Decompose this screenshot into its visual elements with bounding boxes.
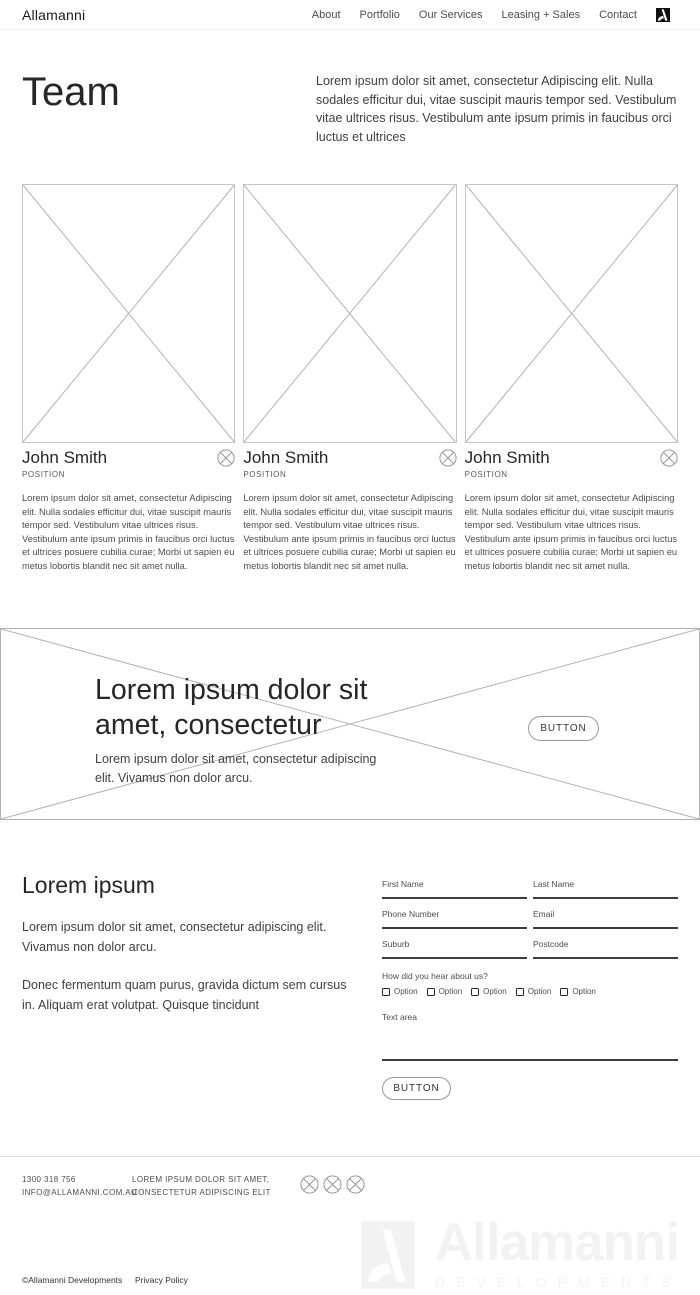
- member-social-icon[interactable]: [217, 449, 235, 467]
- postcode-input[interactable]: [533, 957, 678, 959]
- option-checkbox-4[interactable]: Option: [516, 987, 552, 996]
- option-checkbox-2[interactable]: Option: [427, 987, 463, 996]
- first-name-label: First Name: [382, 879, 424, 889]
- contact-form: [382, 872, 678, 1100]
- footer-social-icons: [300, 1175, 365, 1194]
- logo-text[interactable]: Allamanni: [22, 6, 86, 23]
- banner-button[interactable]: BUTTON: [528, 716, 599, 741]
- member-social-icon[interactable]: [660, 449, 678, 467]
- team-card: [243, 184, 456, 573]
- field-email: [533, 909, 678, 929]
- allamanni-mark-icon[interactable]: [656, 8, 670, 22]
- contact-heading: Lorem ipsum: [22, 872, 155, 898]
- member-bio: Lorem ipsum dolor sit amet, consectetur Adipiscing elit. Nulla sodales efficitur dui, vitae suscipit mauris tempor sed. Vestibulum vitae ultrices risus. Vestibulum ante ipsum primis in faucibus orci luctus et ultrices posuere cubilia curae; Morbi ut sapien eu metus lobortis blandit nec sit amet nulla.: [464, 493, 678, 571]
- checkbox-icon: [560, 988, 568, 996]
- header: [0, 0, 700, 30]
- hear-about-options: [382, 987, 678, 996]
- image-placeholder: [465, 184, 678, 443]
- checkbox-icon: [382, 988, 390, 996]
- nav-contact[interactable]: Contact: [599, 8, 637, 21]
- last-name-label: Last Name: [533, 879, 575, 889]
- image-placeholder: [243, 184, 456, 443]
- banner-heading: Lorem ipsum dolor sit amet, consectetur: [95, 674, 368, 741]
- team-cards: [22, 184, 678, 573]
- cta-banner: [0, 628, 700, 820]
- checkbox-icon: [427, 988, 435, 996]
- member-position: POSITION: [243, 470, 287, 479]
- form-submit-button[interactable]: BUTTON: [382, 1077, 451, 1100]
- team-card: [465, 184, 678, 573]
- social-circle-x-icon[interactable]: [300, 1175, 319, 1194]
- nav-portfolio[interactable]: Portfolio: [359, 8, 400, 21]
- phone-number-label: Phone Number: [382, 909, 440, 919]
- member-name: John Smith: [464, 448, 550, 467]
- text-area-input[interactable]: [382, 1059, 678, 1061]
- placeholder-x-icon: [466, 185, 677, 442]
- member-bio: Lorem ipsum dolor sit amet, consectetur Adipiscing elit. Nulla sodales efficitur dui, vitae suscipit mauris tempor sed. Vestibulum vitae ultrices risus. Vestibulum ante ipsum primis in faucibus orci luctus et ultrices posuere cubilia curae; Morbi ut sapien eu metus lobortis blandit nec sit amet nulla.: [243, 493, 456, 571]
- first-name-input[interactable]: [382, 897, 527, 899]
- nav-our-services[interactable]: Our Services: [418, 8, 483, 21]
- footer-contact-info: [22, 1173, 137, 1199]
- option-checkbox-5[interactable]: Option: [560, 987, 596, 996]
- main-nav: [312, 8, 670, 22]
- team-card: [22, 184, 235, 573]
- phone-number-input[interactable]: [382, 927, 527, 929]
- member-name: John Smith: [22, 448, 108, 467]
- field-postcode: [533, 939, 678, 959]
- footer-phone: 1300 318 756: [22, 1175, 76, 1184]
- member-social-icon[interactable]: [439, 449, 457, 467]
- watermark-name: Allamanni: [434, 1213, 680, 1272]
- checkbox-icon: [471, 988, 479, 996]
- member-name: John Smith: [243, 448, 329, 467]
- email-label: Email: [533, 909, 555, 919]
- nav-about[interactable]: About: [311, 8, 341, 21]
- placeholder-x-icon: [23, 185, 234, 442]
- footer-watermark-logo: [361, 1213, 682, 1290]
- footer-tagline: LOREM IPSUM DOLOR SIT AMET, CONSECTETUR ADIPISCING ELIT: [132, 1175, 271, 1197]
- page-title: Team: [22, 70, 120, 114]
- hear-about-label: How did you hear about us?: [382, 971, 488, 981]
- footer-copyright: ©Allamanni Developments: [22, 1275, 123, 1285]
- team-section: [22, 70, 678, 573]
- member-bio: Lorem ipsum dolor sit amet, consectetur Adipiscing elit. Nulla sodales efficitur dui, vitae suscipit mauris tempor sed. Vestibulum vitae ultrices risus. Vestibulum ante ipsum primis in faucibus orci luctus et ultrices posuere cubilia curae; Morbi ut sapien eu metus lobortis blandit nec sit amet nulla.: [22, 493, 235, 571]
- team-intro-text: Lorem ipsum dolor sit amet, consectetur Adipiscing elit. Nulla sodales efficitur dui, vitae suscipit mauris tempor sed. Vestibulum vitae ultrices risus. Vestibulum ante ipsum primis in faucibus orci luctus et ultrices: [316, 74, 677, 144]
- footer: [0, 1156, 700, 1295]
- footer-privacy-link[interactable]: Privacy Policy: [135, 1275, 188, 1285]
- field-suburb: [382, 939, 527, 959]
- checkbox-icon: [516, 988, 524, 996]
- postcode-label: Postcode: [533, 939, 569, 949]
- nav-leasing-sales[interactable]: Leasing + Sales: [501, 8, 581, 21]
- contact-section: [22, 872, 678, 1100]
- banner-text: Lorem ipsum dolor sit amet, consectetur adipiscing elit. Vivamus non dolor arcu.: [95, 752, 377, 785]
- option-checkbox-3[interactable]: Option: [471, 987, 507, 996]
- last-name-input[interactable]: [533, 897, 678, 899]
- contact-paragraph-2: Donec fermentum quam purus, gravida dictum sem cursus in. Aliquam erat volutpat. Quisque tincidunt: [22, 978, 347, 1012]
- text-area-label: Text area: [382, 1012, 417, 1022]
- option-checkbox-1[interactable]: Option: [382, 987, 418, 996]
- member-position: POSITION: [464, 470, 508, 479]
- watermark-subtitle: DEVELOPMENTS: [434, 1274, 682, 1290]
- field-text-area: [382, 1012, 678, 1061]
- social-circle-x-icon[interactable]: [346, 1175, 365, 1194]
- email-input[interactable]: [533, 927, 678, 929]
- suburb-label: Suburb: [382, 939, 410, 949]
- suburb-input[interactable]: [382, 957, 527, 959]
- contact-paragraph-1: Lorem ipsum dolor sit amet, consectetur adipiscing elit. Vivamus non dolor arcu.: [22, 920, 327, 954]
- allamanni-watermark-mark-icon: [361, 1221, 415, 1289]
- social-circle-x-icon[interactable]: [323, 1175, 342, 1194]
- field-last-name: [533, 879, 678, 899]
- footer-email: INFO@ALLAMANNI.COM.AU: [22, 1188, 138, 1197]
- field-phone-number: [382, 909, 527, 929]
- field-first-name: [382, 879, 527, 899]
- placeholder-x-icon: [244, 185, 455, 442]
- member-position: POSITION: [22, 470, 66, 479]
- image-placeholder: [22, 184, 235, 443]
